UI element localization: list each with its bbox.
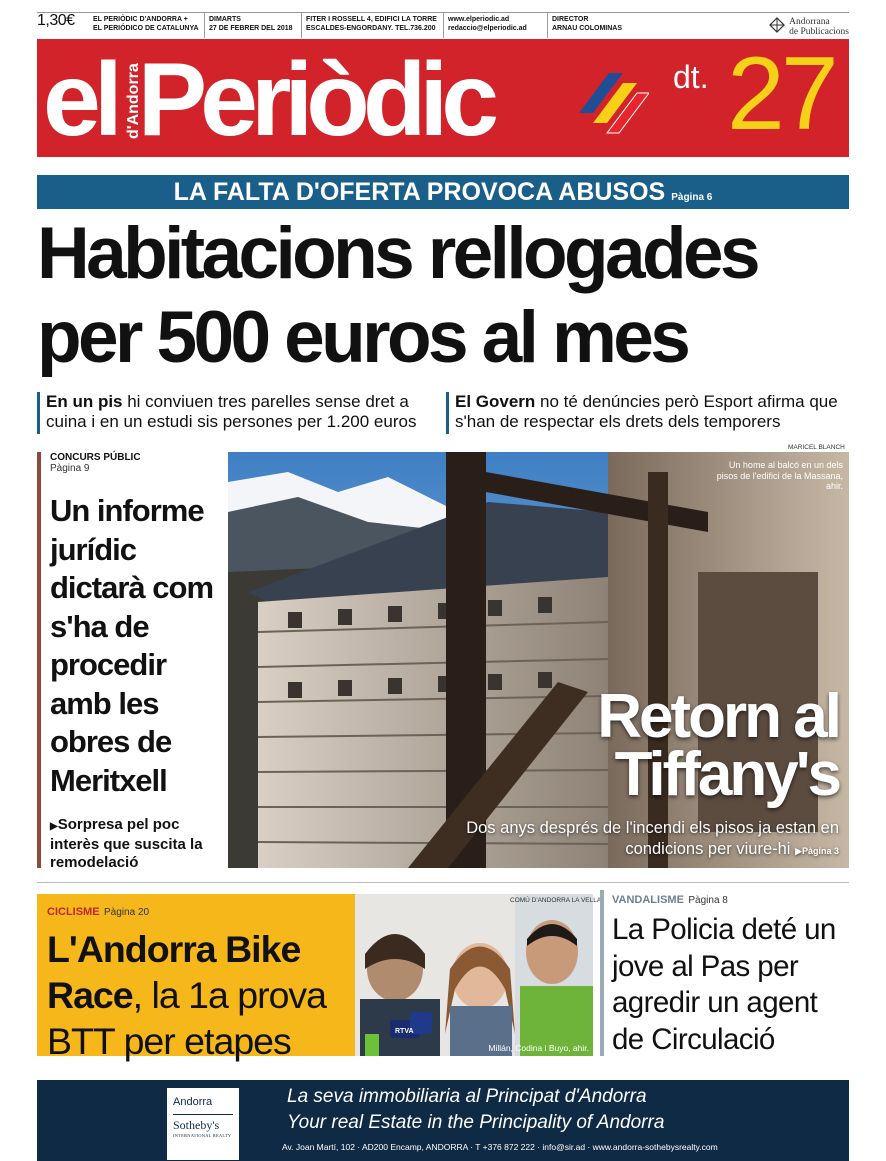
publisher-info xyxy=(89,13,204,38)
day-number: 27 xyxy=(727,39,835,152)
director-label: DIRECTOR xyxy=(552,16,589,23)
photo-tiffanys[interactable] xyxy=(228,452,849,868)
story-headline[interactable]: Un informe jurídic dictarà com s'ha de procedir amb les obres de Meritxell xyxy=(50,493,214,798)
arrow-right-icon: ▶ xyxy=(795,846,802,856)
subhead-bold: El Govern xyxy=(455,392,536,411)
kicker-text: LA FALTA D'OFERTA PROVOCA ABUSOS xyxy=(173,178,666,206)
page-ref: Pàgina 20 xyxy=(104,907,150,918)
lead-subhead-right xyxy=(446,392,850,434)
publisher-group xyxy=(769,13,849,38)
email-link[interactable]: redaccio@elperiodic.ad xyxy=(448,24,527,32)
headline-line: per 500 euros al mes xyxy=(37,297,688,378)
headline-bold: L'Andorra Bike Race xyxy=(47,928,301,1016)
lead-kicker-banner xyxy=(37,175,849,209)
title-line: Tiffany's xyxy=(614,740,839,809)
masthead xyxy=(37,39,849,157)
story-ciclisme[interactable] xyxy=(37,894,355,1062)
photo-story-title[interactable] xyxy=(597,682,839,809)
section-label: CONCURS PÚBLIC xyxy=(50,452,141,463)
photo-credit: MARICEL BLANCH xyxy=(788,444,845,451)
photo-caption: Millán, Codina i Buyo, ahir. xyxy=(488,1043,589,1053)
section-label: VANDALISME xyxy=(612,894,684,906)
group-name: de Publicacions xyxy=(789,27,849,37)
advertiser-logo xyxy=(167,1088,239,1160)
lead-subhead-left xyxy=(37,392,437,434)
logo-top: Andorra xyxy=(173,1096,213,1108)
kicker-page: Pàgina 6 xyxy=(671,192,713,203)
group-logo-icon xyxy=(769,17,785,33)
story-concurs xyxy=(37,452,221,871)
day-abbreviation: dt. xyxy=(673,59,709,95)
title-line: Retorn al xyxy=(597,682,839,751)
weekday: DIMARTS xyxy=(209,16,241,23)
publisher-line: EL PERIÓDICO DE CATALUNYA xyxy=(93,24,199,32)
director xyxy=(547,13,697,38)
logo-brand: Sotheby's xyxy=(173,1114,233,1133)
photo-bike-race[interactable] xyxy=(355,894,593,1056)
logo-sub: INTERNATIONAL REALTY xyxy=(173,1133,232,1138)
logo-el: el xyxy=(43,42,116,157)
story-vandalisme[interactable] xyxy=(600,890,850,1056)
logo-name: Periòdic xyxy=(137,42,493,157)
related-text: Sorpresa pel poc interès que suscita la remodelació xyxy=(50,816,203,871)
photo-caption: Un home al balcó en un dels pisos de l'edifici de la Massana, ahir. xyxy=(716,460,843,491)
group-name: Andorrana xyxy=(789,17,830,27)
date: 27 DE FEBRER DEL 2018 xyxy=(209,24,293,32)
issue-date xyxy=(204,13,301,38)
price: 1,30€ xyxy=(37,12,75,29)
section-divider xyxy=(37,882,849,883)
subhead-text: no té denúncies però Esport afirma que s'han de respectar els drets dels temporers xyxy=(455,392,838,431)
ad-contact: Av. Joan Martí, 102 · AD200 Encamp, ANDORRA · T +376 872 222 · info@sir.ad · www.andorra-sothebysrealty.com xyxy=(282,1142,718,1152)
ad-line-1: La seva immobiliaria al Principat d'Andorra xyxy=(287,1086,647,1107)
page-ref: Pàgina 9 xyxy=(50,463,90,474)
photo-story-subtitle xyxy=(439,818,839,862)
ad-line-2: Your real Estate in the Principality of Andorra xyxy=(287,1112,665,1133)
subtitle-text: Dos anys després de l'incendi els pisos ja estan en condicions per viure-hi xyxy=(466,819,839,858)
subtitle-page: Pàgina 3 xyxy=(801,846,839,856)
website-link[interactable]: www.elperiodic.ad xyxy=(448,16,510,23)
advertisement-banner[interactable] xyxy=(37,1080,849,1161)
mic-label: RTVA xyxy=(395,1028,414,1035)
address-line: FITER I ROSSELL 4, EDIFICI LA TORRE xyxy=(306,16,437,23)
headline-rest: , la 1a prova BTT per etapes xyxy=(47,974,327,1062)
newspaper-logo[interactable] xyxy=(43,41,492,157)
publisher-line: EL PERIÒDIC D'ANDORRA + xyxy=(93,16,188,23)
page-ref: Pàgina 8 xyxy=(688,895,728,906)
story-headline xyxy=(47,926,345,1064)
director-name: ARNAU COLOMINAS xyxy=(552,24,622,32)
subhead-bold: En un pis xyxy=(46,392,123,411)
story-headline: La Policia deté un jove al Pas per agredir un agent de Circulació xyxy=(612,913,836,1056)
press-photo xyxy=(355,894,593,1056)
contact xyxy=(443,13,547,38)
flag-stripes-icon xyxy=(579,73,649,143)
logo-subtitle: d'Andorra xyxy=(125,63,142,139)
top-info-strip xyxy=(37,12,849,38)
subhead-text: hi conviuen tres parelles sense dret a cuina i en un estudi sis persones per 1.200 euros xyxy=(46,392,417,431)
address xyxy=(301,13,443,38)
related-link[interactable] xyxy=(50,816,221,872)
photo-credit: COMÚ D'ANDORRA LA VELLA xyxy=(510,897,602,904)
address-line: ESCALDES-ENGORDANY. TEL.736.200 xyxy=(306,24,436,32)
lead-headline[interactable] xyxy=(37,212,867,380)
arrow-right-icon: ▶ xyxy=(50,821,58,832)
headline-line: Habitacions rellogades xyxy=(37,213,757,294)
section-label: CICLISME xyxy=(47,906,100,918)
